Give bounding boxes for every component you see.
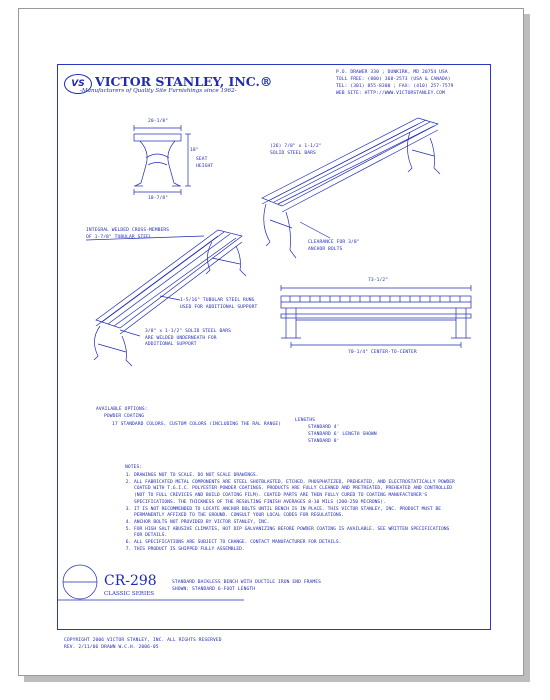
- note-item: 1. DRAWINGS NOT TO SCALE. DO NOT SCALE DRAWINGS.: [134, 473, 459, 480]
- note-item: 3. IT IS NOT RECOMMENDED TO LOCATE ANCHOR BOLTS UNTIL BENCH IS IN PLACE. THIS VICTOR STANLEY, INC. PRODUCT MUST BE PERMANENTLY AFFIXED TO THE GROUND. CONSULT YOUR LOCAL CODES FOR REGULATIONS.: [134, 507, 459, 520]
- dim-end-width-base: 18-7/8": [148, 196, 169, 201]
- series-name: CLASSIC SERIES: [104, 591, 155, 597]
- dim-seat-height-label: SEAT HEIGHT: [196, 157, 214, 169]
- note-item: 4. ANCHOR BOLTS NOT PROVIDED BY VICTOR STANLEY, INC.: [134, 520, 459, 527]
- dim-overall-length: 73-1/2": [368, 278, 389, 283]
- model-number: CR-298: [104, 573, 157, 589]
- notes-heading: NOTES:: [125, 465, 143, 470]
- notes-list: [125, 473, 459, 553]
- address-line-2: TOLL FREE: (800) 368-2573 (USA & CANADA): [336, 77, 451, 82]
- length-item-2: STANDARD 6' LENGTH SHOWN: [308, 432, 377, 437]
- callout-cross-members: INTEGRAL WELDED CROSS-MEMBERS OF 1-7/8" TUBULAR STEEL: [86, 228, 170, 240]
- address-line-1: P.O. DRAWER 330 ; DUNKIRK, MD 20754 USA: [336, 70, 448, 75]
- address-line-4: WEB SITE: HTTP://WWW.VICTORSTANLEY.COM: [336, 91, 445, 96]
- callout-tubular-rung: 1-5/16" TUBULAR STEEL RUNG USED FOR ADDITIONAL SUPPORT: [180, 298, 258, 310]
- options-subheading: POWDER COATING: [104, 414, 145, 419]
- length-item-3: STANDARD 8': [308, 439, 340, 444]
- address-line-3: TEL: (301) 855-8300 ; FAX: (410) 257-7579: [336, 84, 454, 89]
- product-description: STANDARD BACKLESS BENCH WITH DUCTILE IRON END FRAMES: [172, 580, 322, 585]
- product-shown: SHOWN: STANDARD 6-FOOT LENGTH: [172, 587, 256, 592]
- callout-solid-bars: (26) 7/8" x 1-1/2" SOLID STEEL BARS: [270, 144, 322, 156]
- length-item-1: STANDARD 4': [308, 425, 340, 430]
- company-name: VICTOR STANLEY, INC.®: [95, 74, 273, 89]
- revision-text: REV. 2/11/06 DRAWN W.C.H. 2006-05: [64, 645, 159, 650]
- front-slat-ticks: [290, 296, 460, 302]
- lengths-heading: LENGTHS: [295, 418, 316, 423]
- company-logo: VS: [64, 74, 92, 94]
- dim-end-width-top: 20-1/8": [148, 119, 169, 124]
- company-tagline: -Manufacturers of Quality Site Furnishings since 1962-: [80, 88, 237, 94]
- front-elevation: [281, 285, 471, 348]
- note-item: 6. ALL SPECIFICATIONS ARE SUBJECT TO CHANGE. CONTACT MANUFACTURER FOR DETAILS.: [134, 540, 459, 547]
- note-item: 7. THIS PRODUCT IS SHIPPED FULLY ASSEMBLED.: [134, 547, 459, 554]
- end-view-drawing: [134, 125, 191, 195]
- callout-anchor-clearance: CLEARANCE FOR 3/8" ANCHOR BOLTS: [308, 240, 360, 252]
- callout-welded-bars: 3/8" x 1-1/2" SOLID STEEL BARS ARE WELDED UNDERNEATH FOR ADDITIONAL SUPPORT: [145, 329, 231, 348]
- perspective-view-1: [262, 118, 440, 258]
- options-heading: AVAILABLE OPTIONS:: [96, 407, 148, 412]
- note-item: 5. FOR HIGH SALT ABUSIVE CLIMATES, HOT DIP GALVANIZING BEFORE POWDER COATING IS AVAILABLE. SEE WRITTEN SPECIFICATIONS FOR DETAILS.: [134, 527, 459, 540]
- note-item: 2. ALL FABRICATED METAL COMPONENTS ARE STEEL SHOTBLASTED, ETCHED, PHOSPHATIZED, PREHEATED, AND ELECTROSTATICALLY POWDER COATED WITH T.G.I.C. POLYESTER POWDER COATINGS. PRODUCTS ARE FULLY CLEANED AND PRETREATED, PREHEATED AND CONTROLLED (NOT TO FULL CREVICES AND BUILD COATING FILM). COATED PARTS ARE THEN FULLY CURED TO COATING MANUFACTURER'S SPECIFICATIONS. THE THICKNESS OF THE RESULTING FINISH AVERAGES 8-10 MILS (200-250 MICRONS).: [134, 480, 459, 507]
- dim-seat-height-value: 18": [190, 148, 199, 153]
- copyright-text: COPYRIGHT 2006 VICTOR STANLEY, INC. ALL RIGHTS RESERVED: [64, 638, 222, 643]
- options-item: 17 STANDARD COLORS, CUSTOM COLORS (INCLUDING THE RAL RANGE): [112, 422, 282, 427]
- dim-center-to-center: 70-1/4" CENTER-TO-CENTER: [348, 350, 417, 355]
